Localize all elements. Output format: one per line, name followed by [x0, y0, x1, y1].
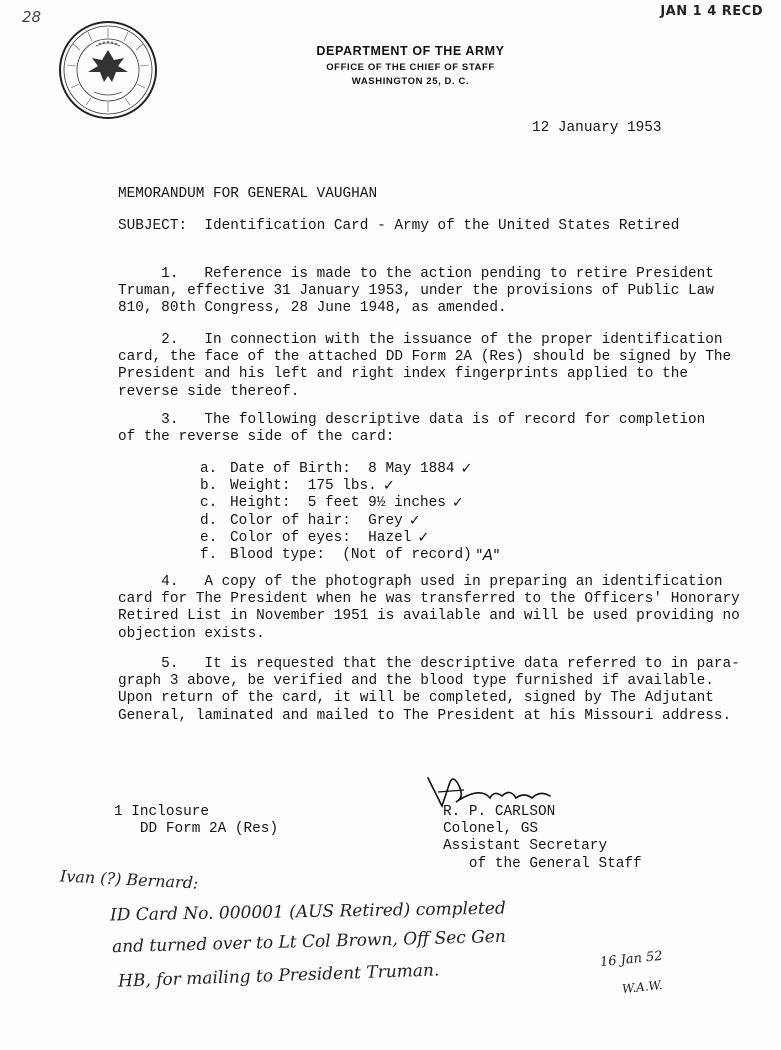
handwritten-note-line-3: and turned over to Lt Col Brown, Off Sec Gen: [111, 926, 507, 958]
paragraph-3: 3. The following descriptive data is of record for completion of the reverse side of the card:: [118, 412, 706, 446]
signer-title: Assistant Secretary: [443, 838, 608, 855]
item-letter: d.: [200, 512, 218, 529]
item-letter: c.: [200, 495, 218, 512]
signer-name: R. P. CARLSON: [443, 804, 556, 820]
list-item: [200, 547, 500, 564]
list-item: [200, 530, 500, 547]
paragraph-1: 1. Reference is made to the action pending to retire President Truman, effective 31 January 1953, under the provisions of Public Law 810, 80th Congress, 28 June 1948, as amended.: [118, 266, 714, 317]
memo-date: 12 January 1953: [532, 120, 662, 136]
item-letter: a.: [200, 461, 218, 477]
item-text: Blood type: (Not of record): [230, 547, 472, 564]
handwritten-note-line-4: HB, for mailing to President Truman.: [117, 960, 440, 992]
paragraph-2: 2. In connection with the issuance of the proper identification card, the face of the attached DD Form 2A (Res) should be signed by The President and his left and right index fingerprints applied to the reverse side thereof.: [118, 332, 732, 400]
inclosure-form: DD Form 2A (Res): [114, 821, 279, 838]
signer-rank: Colonel, GS: [443, 821, 538, 838]
inclosure-count: 1 Inclosure: [114, 804, 209, 820]
item-text: Height: 5 feet 9½ inches: [230, 495, 446, 512]
handwritten-initials: W.A.W.: [621, 977, 664, 997]
item-letter: b.: [200, 478, 218, 495]
list-item: [200, 461, 500, 478]
item-text: Date of Birth: 8 May 1884: [230, 461, 455, 477]
item-letter: f.: [200, 547, 218, 564]
checkmark-icon: ✓: [382, 478, 395, 495]
handwritten-note-line-1: Ivan (?) Bernard:: [59, 866, 199, 893]
page-number: 28: [22, 8, 42, 26]
checkmark-icon: ✓: [460, 461, 473, 477]
item-text: Weight: 175 lbs.: [230, 478, 377, 495]
inclosure-note: [114, 804, 278, 838]
memo-recipient: MEMORANDUM FOR GENERAL VAUGHAN: [118, 186, 378, 202]
signer-title-continued: of the General Staff: [443, 855, 642, 872]
memo-subject: SUBJECT: Identification Card - Army of the United States Retired: [118, 218, 680, 234]
checkmark-icon: ✓: [417, 529, 430, 546]
item-text: Color of hair: Grey: [230, 512, 403, 529]
handwritten-blood-type: "A": [475, 546, 500, 565]
handwritten-date: 16 Jan 52: [599, 948, 664, 971]
signature-block: [443, 804, 642, 873]
list-item: [200, 513, 500, 530]
paragraph-4: 4. A copy of the photograph used in preparing an identification card for The President when he was transferred to the Officers' Honorary Retired List in November 1951 is available and will be used providing no objection exists.: [118, 574, 740, 642]
letterhead-department: DEPARTMENT OF THE ARMY: [316, 44, 505, 58]
letterhead-address: WASHINGTON 25, D. C.: [351, 76, 470, 87]
paragraph-5: 5. It is requested that the descriptive data referred to in para- graph 3 above, be verified and the blood type furnished if available. Upon return of the card, it will be completed, signed by The Adjutant General, laminated and mailed to The President at his Missouri address.: [118, 656, 740, 724]
letterhead-office: OFFICE OF THE CHIEF OF STAFF: [326, 62, 495, 73]
descriptive-data-list: [200, 461, 500, 564]
received-stamp: JAN 1 4 RECD: [660, 4, 763, 19]
checkmark-icon: ✓: [451, 495, 464, 512]
list-item: [200, 495, 500, 512]
list-item: [200, 478, 500, 495]
checkmark-icon: ✓: [408, 512, 421, 529]
item-text: Color of eyes: Hazel: [230, 529, 412, 546]
handwritten-note-line-2: ID Card No. 000001 (AUS Retired) completed: [109, 898, 506, 926]
item-letter: e.: [200, 529, 218, 546]
